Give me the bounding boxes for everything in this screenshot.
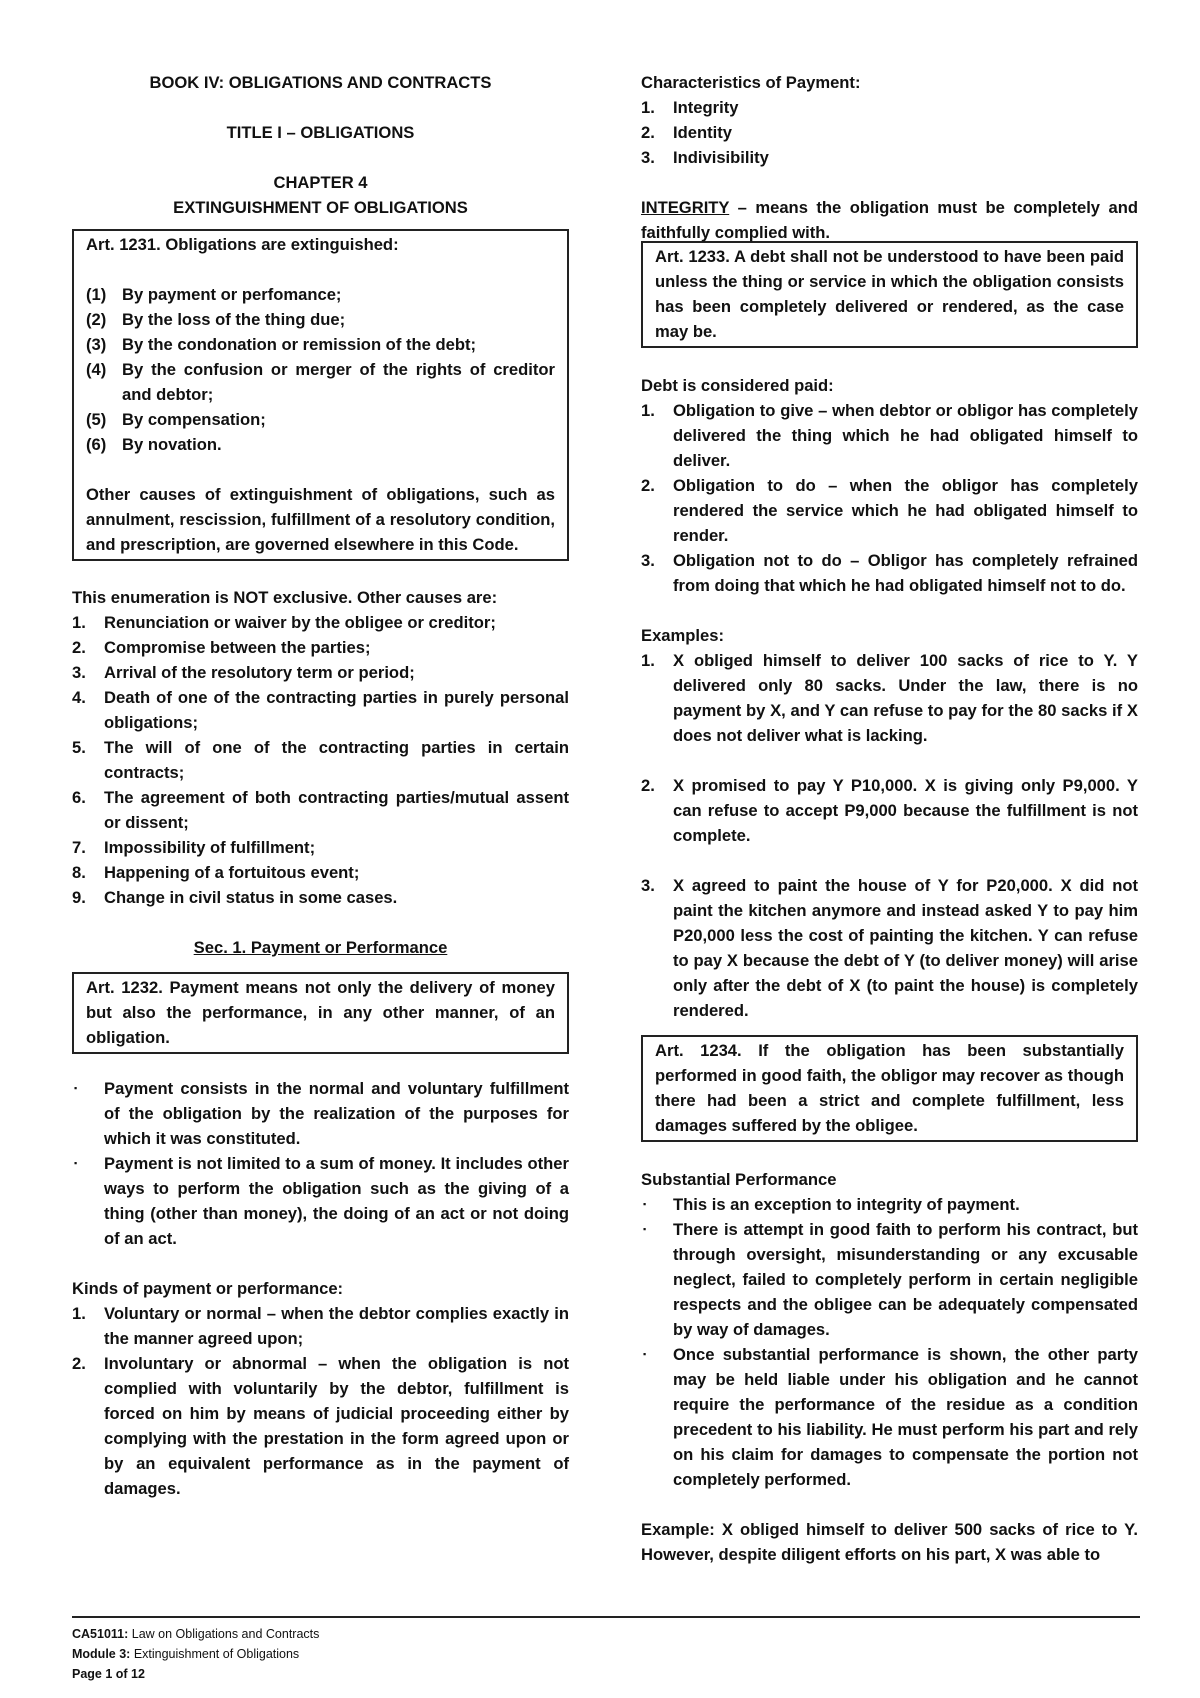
list-item: (4) By the confusion or merger of the rights of creditor and debtor; xyxy=(86,360,555,404)
list-item: (6) By novation. xyxy=(86,435,222,454)
kinds-heading: Kinds of payment or performance: xyxy=(72,1279,344,1298)
art-1234-box xyxy=(641,1035,1138,1142)
list-item: 3. X agreed to paint the house of Y for P20,000. X did not paint the kitchen anymore and instead asked Y to pay him P20,000 less the cost of painting the kitchen. Y can refuse to pay X because the debt of Y (to deliver money) will arise only after the debt of X (to paint the house) is completely rendered. xyxy=(641,876,1138,1020)
list-item: (5) By compensation; xyxy=(86,410,266,429)
list-item: 3. Indivisibility xyxy=(641,148,769,167)
chapter-number: CHAPTER 4 xyxy=(273,173,368,192)
footer-page-number: Page 1 of 12 xyxy=(72,1667,145,1681)
list-item: 9. Change in civil status in some cases. xyxy=(72,888,398,907)
list-item: 1. Voluntary or normal – when the debtor complies exactly in the manner agreed upon; xyxy=(72,1304,569,1348)
bullet-icon: ▪ xyxy=(643,1349,647,1359)
book-title: BOOK IV: OBLIGATIONS AND CONTRACTS xyxy=(149,73,492,92)
list-item: 3. Arrival of the resolutory term or period; xyxy=(72,663,415,682)
section-heading: Sec. 1. Payment or Performance xyxy=(193,938,448,957)
footer-course: CA51011: Law on Obligations and Contracts xyxy=(72,1627,320,1641)
list-item: 7. Impossibility of fulfillment; xyxy=(72,838,316,857)
substantial-example: Example: X obliged himself to deliver 500 sacks of rice to Y. However, despite diligent efforts on his part, X was able to xyxy=(641,1520,1138,1564)
list-item: 1. X obliged himself to deliver 100 sacks of rice to Y. Y delivered only 80 sacks. Under the law, there is no payment by X, and Y can refuse to pay for the 80 sacks if X does not deliver what is lacking. xyxy=(641,651,1138,745)
list-item: (3) By the condonation or remission of the debt; xyxy=(86,335,477,354)
substantial-heading: Substantial Performance xyxy=(641,1170,837,1189)
bullet-icon: ▪ xyxy=(643,1224,647,1234)
title-block xyxy=(72,70,569,220)
list-item: 4. Death of one of the contracting parties in purely personal obligations; xyxy=(72,688,569,732)
substantial-bullets xyxy=(641,1192,1138,1492)
list-item: 3. Obligation not to do – Obligor has completely refrained from doing that which he had obligated himself not to do. xyxy=(641,551,1138,595)
art-1234-text: Art. 1234. If the obligation has been substantially performed in good faith, the obligor may recover as though there had been a strict and complete fulfillment, less damages suffered by the obligee. xyxy=(655,1041,1124,1135)
payment-bullets xyxy=(72,1076,569,1251)
list-item: 2. Obligation to do – when the obligor has completely rendered the service which he had obligated himself to render. xyxy=(641,476,1138,545)
bullet-icon: ▪ xyxy=(74,1158,78,1168)
footer-module: Module 3: Extinguishment of Obligations xyxy=(72,1647,300,1661)
list-item: (1) By payment or perfomance; xyxy=(86,285,342,304)
art-1232-text: Art. 1232. Payment means not only the delivery of money but also the performance, in any other manner, of an obligation. xyxy=(86,978,555,1047)
page-footer xyxy=(72,1616,1140,1684)
art-1231-heading: Art. 1231. Obligations are extinguished: xyxy=(86,235,399,254)
integrity-term: INTEGRITY xyxy=(641,198,730,217)
list-item: 2. Involuntary or abnormal – when the obligation is not complied with voluntarily by the debtor, fulfillment is forced on him by means of judicial proceeding either by complying with the prestation in the form agreed upon or by an equivalent performance as in the payment of damages. xyxy=(72,1354,569,1498)
list-item: (2) By the loss of the thing due; xyxy=(86,310,346,329)
kinds-list xyxy=(72,1301,569,1501)
list-item: ▪ This is an exception to integrity of payment. xyxy=(641,1192,1138,1217)
left-column xyxy=(72,70,569,1501)
debt-paid-heading: Debt is considered paid: xyxy=(641,376,834,395)
list-item: 1. Obligation to give – when debtor or obligor has completely delivered the thing which he had obligated himself to deliver. xyxy=(641,401,1138,470)
list-item: ▪ Payment is not limited to a sum of money. It includes other ways to perform the obligation such as the giving of a thing (other than money), the doing of an act or not doing of an act. xyxy=(72,1151,569,1251)
art-1232-box xyxy=(72,972,569,1054)
art-1233-text: Art. 1233. A debt shall not be understood to have been paid unless the thing or service in which the obligation consists has been completely delivered or rendered, as the case may be. xyxy=(655,247,1124,341)
characteristics-list xyxy=(641,95,1138,170)
list-item: 8. Happening of a fortuitous event; xyxy=(72,863,360,882)
art-1231-box xyxy=(72,229,569,561)
bullet-icon: ▪ xyxy=(74,1083,78,1093)
list-item: ▪ Payment consists in the normal and voluntary fulfillment of the obligation by the realization of the purposes for which it was constituted. xyxy=(72,1076,569,1151)
list-item: ▪ Once substantial performance is shown, the other party may be held liable under his obligation and he cannot require the performance of the residue as a condition precedent to his liability. He must perform his part and rely on his claim for damages to compensate the portion not completely performed. xyxy=(641,1342,1138,1492)
examples-list xyxy=(641,648,1138,1023)
examples-heading: Examples: xyxy=(641,626,725,645)
art-1233-box xyxy=(641,241,1138,348)
debt-paid-list xyxy=(641,398,1138,598)
list-item: 2. X promised to pay Y P10,000. X is giving only P9,000. Y can refuse to accept P9,000 because the fulfillment is not complete. xyxy=(641,776,1138,845)
right-column xyxy=(641,70,1138,1567)
title-heading: TITLE I – OBLIGATIONS xyxy=(226,123,415,142)
list-item: 1. Renunciation or waiver by the obligee or creditor; xyxy=(72,613,496,632)
list-item: 6. The agreement of both contracting parties/mutual assent or dissent; xyxy=(72,788,569,832)
chapter-title: EXTINGUISHMENT OF OBLIGATIONS xyxy=(173,198,468,217)
list-item: 2. Compromise between the parties; xyxy=(72,638,371,657)
enumeration-intro: This enumeration is NOT exclusive. Other causes are: xyxy=(72,588,498,607)
other-causes-list xyxy=(72,610,569,910)
list-item: 1. Integrity xyxy=(641,98,739,117)
bullet-icon: ▪ xyxy=(643,1199,647,1209)
list-item: 5. The will of one of the contracting parties in certain contracts; xyxy=(72,738,569,782)
art-1231-list xyxy=(86,282,555,457)
integrity-definition: INTEGRITY – means the obligation must be completely and faithfully complied with. xyxy=(641,198,1138,242)
characteristics-heading: Characteristics of Payment: xyxy=(641,73,861,92)
list-item: ▪ There is attempt in good faith to perform his contract, but through oversight, misunderstanding or any excusable neglect, failed to completely perform in certain negligible respects and the obligee can be adequately compensated by way of damages. xyxy=(641,1217,1138,1342)
list-item: 2. Identity xyxy=(641,123,733,142)
art-1231-other-causes: Other causes of extinguishment of obligations, such as annulment, rescission, fulfillment of a resolutory condition, and prescription, are governed elsewhere in this Code. xyxy=(86,485,555,554)
